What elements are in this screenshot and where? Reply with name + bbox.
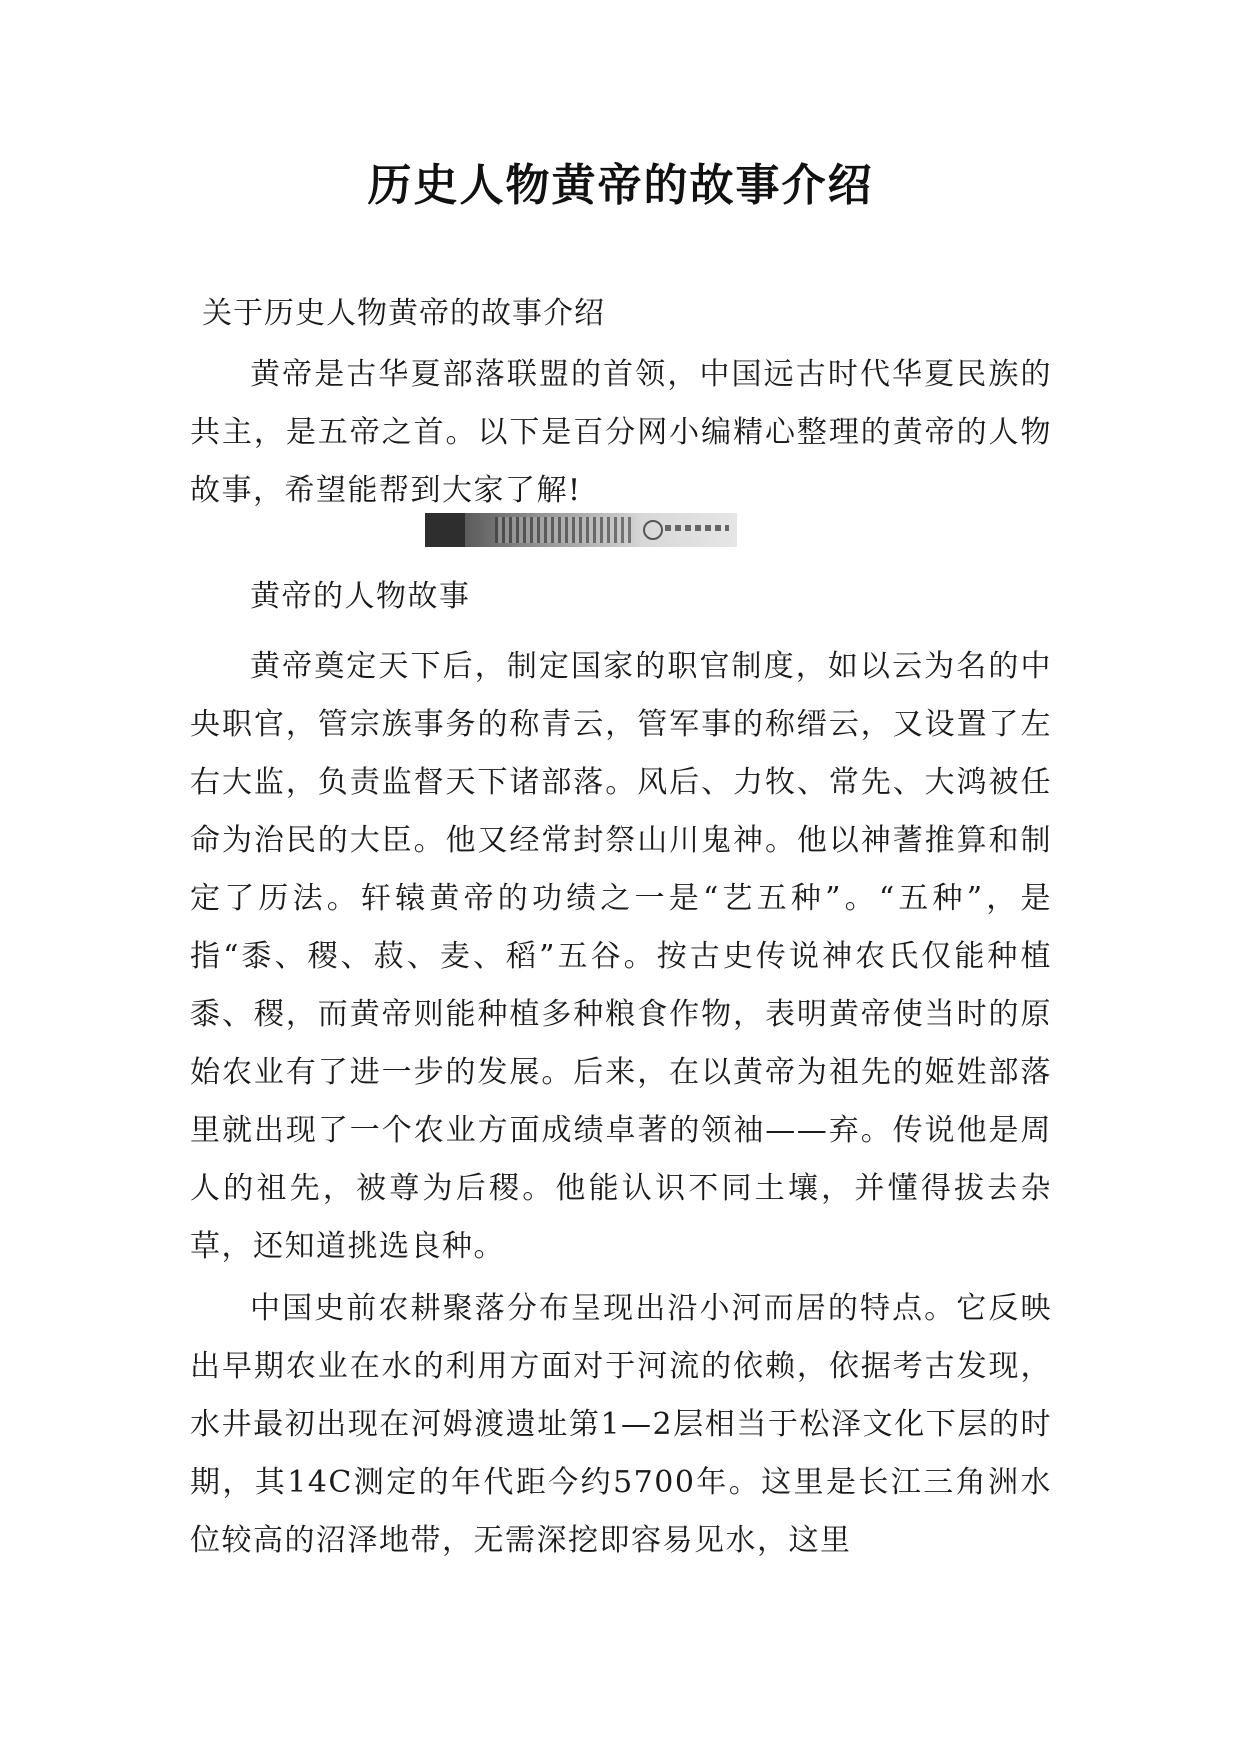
embedded-image <box>425 513 737 547</box>
image-texture <box>495 517 635 543</box>
image-dark-region <box>425 513 465 547</box>
paragraph-intro: 黄帝是古华夏部落联盟的首领，中国远古时代华夏民族的共主，是五帝之首。以下是百分网小编精心整理的黄帝的人物故事，希望能帮到大家了解! <box>190 357 1052 508</box>
intro-heading: 关于历史人物黄帝的故事介绍 <box>202 296 605 331</box>
paragraph-story: 黄帝奠定天下后，制定国家的职官制度，如以云为名的中央职官，管宗族事务的称青云，管军事的称缙云，又设置了左右大监，负责监督天下诸部落。风后、力牧、常先、大鸿被任命为治民的大臣。他又经常封祭山川鬼神。他以神蓍推算和制定了历法。轩辕黄帝的功绩之一是“艺五种”。“五种”，是指“黍、稷、菽、麦、稻”五谷。按古史传说神农氏仅能种植黍、稷，而黄帝则能种植多种粮食作物，表明黄帝使当时的原始农业有了进一步的发展。后来，在以黄帝为祖先的姬姓部落里就出现了一个农业方面成绩卓著的领袖——弃。传说他是周人的祖先，被尊为后稷。他能认识不同土壤，并懂得拔去杂草，还知道挑选良种。 <box>190 649 1052 1264</box>
section-heading: 黄帝的人物故事 <box>250 579 471 614</box>
paragraph-agriculture: 中国史前农耕聚落分布呈现出沿小河而居的特点。它反映出早期农业在水的利用方面对于河流的依赖，依据考古发现，水井最初出现在河姆渡遗址第1—2层相当于松泽文化下层的时期，其14C测定的年代距今约5700年。这里是长江三角洲水位较高的沼泽地带，无需深挖即容易见水，这里 <box>190 1291 1052 1558</box>
publisher-logo-text-graphic <box>665 525 729 531</box>
publisher-logo-icon <box>643 520 663 540</box>
document-title: 历史人物黄帝的故事介绍 <box>367 160 874 211</box>
